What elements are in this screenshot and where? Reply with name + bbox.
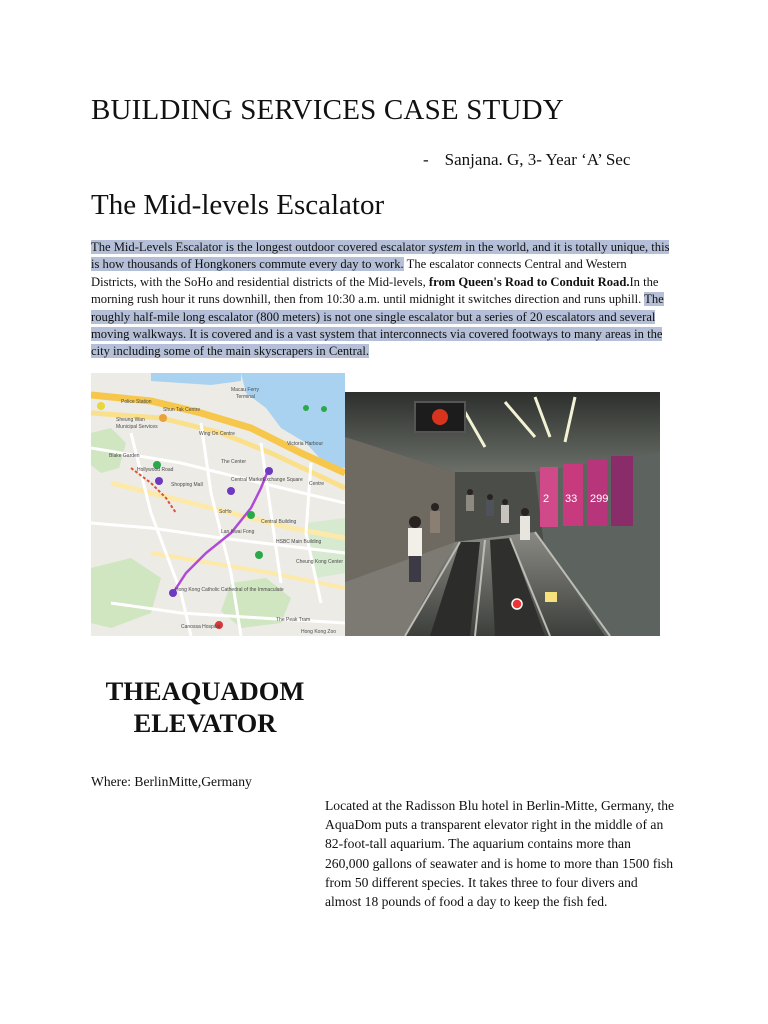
map-label: Victoria Harbour — [287, 441, 324, 447]
byline-dash: - — [423, 150, 429, 169]
bold-route: from Queen's Road to Conduit Road. — [428, 274, 630, 289]
map-label: Centre — [309, 481, 325, 487]
text-run: in the world, and it is totally unique, this is how thousands of Hongkoners commute every day to work. — [91, 240, 670, 272]
escalator-paragraph — [91, 239, 673, 361]
map-label: Central Building — [261, 519, 297, 525]
map-label: Hong Kong Catholic Cathedral of the Immaculate — [175, 587, 284, 593]
map-label: Wing On Centre — [199, 431, 235, 437]
escalator-photo — [345, 392, 660, 636]
map-label: Hong Kong Zoo — [301, 629, 337, 635]
map-label: SoHo — [219, 509, 232, 515]
map-label: HSBC Main Building — [276, 539, 322, 545]
map-label: Municipal Services — [116, 424, 158, 430]
highlight-details: The roughly half-mile long escalator (800 meters) is not one single escalator but a series of 20 escalators and several moving walkways. It is covered and is a vast system that interconnects via covered footways to many areas in the city including some of the main skyscrapers in Central. — [91, 292, 664, 359]
map-label: Terminal — [236, 394, 255, 400]
map-label: Shopping Mall — [171, 482, 203, 488]
map-graphic — [91, 373, 345, 636]
aquadom-heading-line1: THEAQUADOM — [105, 676, 305, 706]
map-label: Blake Garden — [109, 453, 140, 459]
svg-text:33: 33 — [565, 493, 578, 505]
text-run: The Mid-Levels Escalator is the longest outdoor covered escalator — [91, 240, 429, 254]
map-label: Macau Ferry — [231, 387, 260, 393]
map-label: The Peak Tram — [276, 617, 311, 623]
map-label: Hollywood Road — [137, 467, 174, 473]
document-title: BUILDING SERVICES CASE STUDY — [91, 94, 564, 126]
author-byline — [423, 150, 630, 170]
map-label: Cheung Kong Center — [296, 559, 343, 565]
photo-graphic — [345, 392, 660, 636]
svg-text:2: 2 — [543, 493, 550, 505]
aquadom-description: Located at the Radisson Blu hotel in Berlin-Mitte, Germany, the AquaDom puts a transparent elevator right in the middle of an 82-foot-tall aquarium. The aquarium contains more than 260,000 gallons of seawater and is home to more than 1500 fish from 50 different species. It takes three to four divers and almost 18 pounds of food a day to keep the fish fed. — [325, 798, 675, 910]
map-label: Central Market — [231, 477, 264, 483]
map-label: Police Station — [121, 399, 152, 405]
byline-text: Sanjana. G, 3- Year ‘A’ Sec — [444, 150, 631, 169]
escalator-route-map — [91, 373, 345, 636]
map-label: Shun Tak Centre — [163, 407, 201, 413]
aquadom-location: Where: BerlinMitte,Germany — [91, 774, 252, 789]
italic-term: system — [428, 240, 463, 254]
map-label: Canossa Hospital — [181, 624, 221, 630]
text-run: In the morning rush hour it runs downhill, then from 10:30 a.m. until midnight it switches direction and runs uphill. — [91, 274, 659, 307]
map-label: The Center — [221, 459, 247, 465]
escalator-heading: The Mid-levels Escalator — [91, 189, 385, 221]
map-label: Lan Kwai Fong — [221, 529, 255, 535]
aquadom-heading-line2: ELEVATOR — [133, 708, 277, 738]
text-run: The escalator connects Central and Western Districts, with the SoHo and residential districts of the Mid-levels, — [91, 257, 627, 289]
map-label: Exchange Square — [263, 477, 303, 483]
svg-text:299: 299 — [590, 493, 609, 505]
aquadom-heading — [91, 675, 319, 739]
map-label: Sheung Wan — [116, 417, 145, 423]
